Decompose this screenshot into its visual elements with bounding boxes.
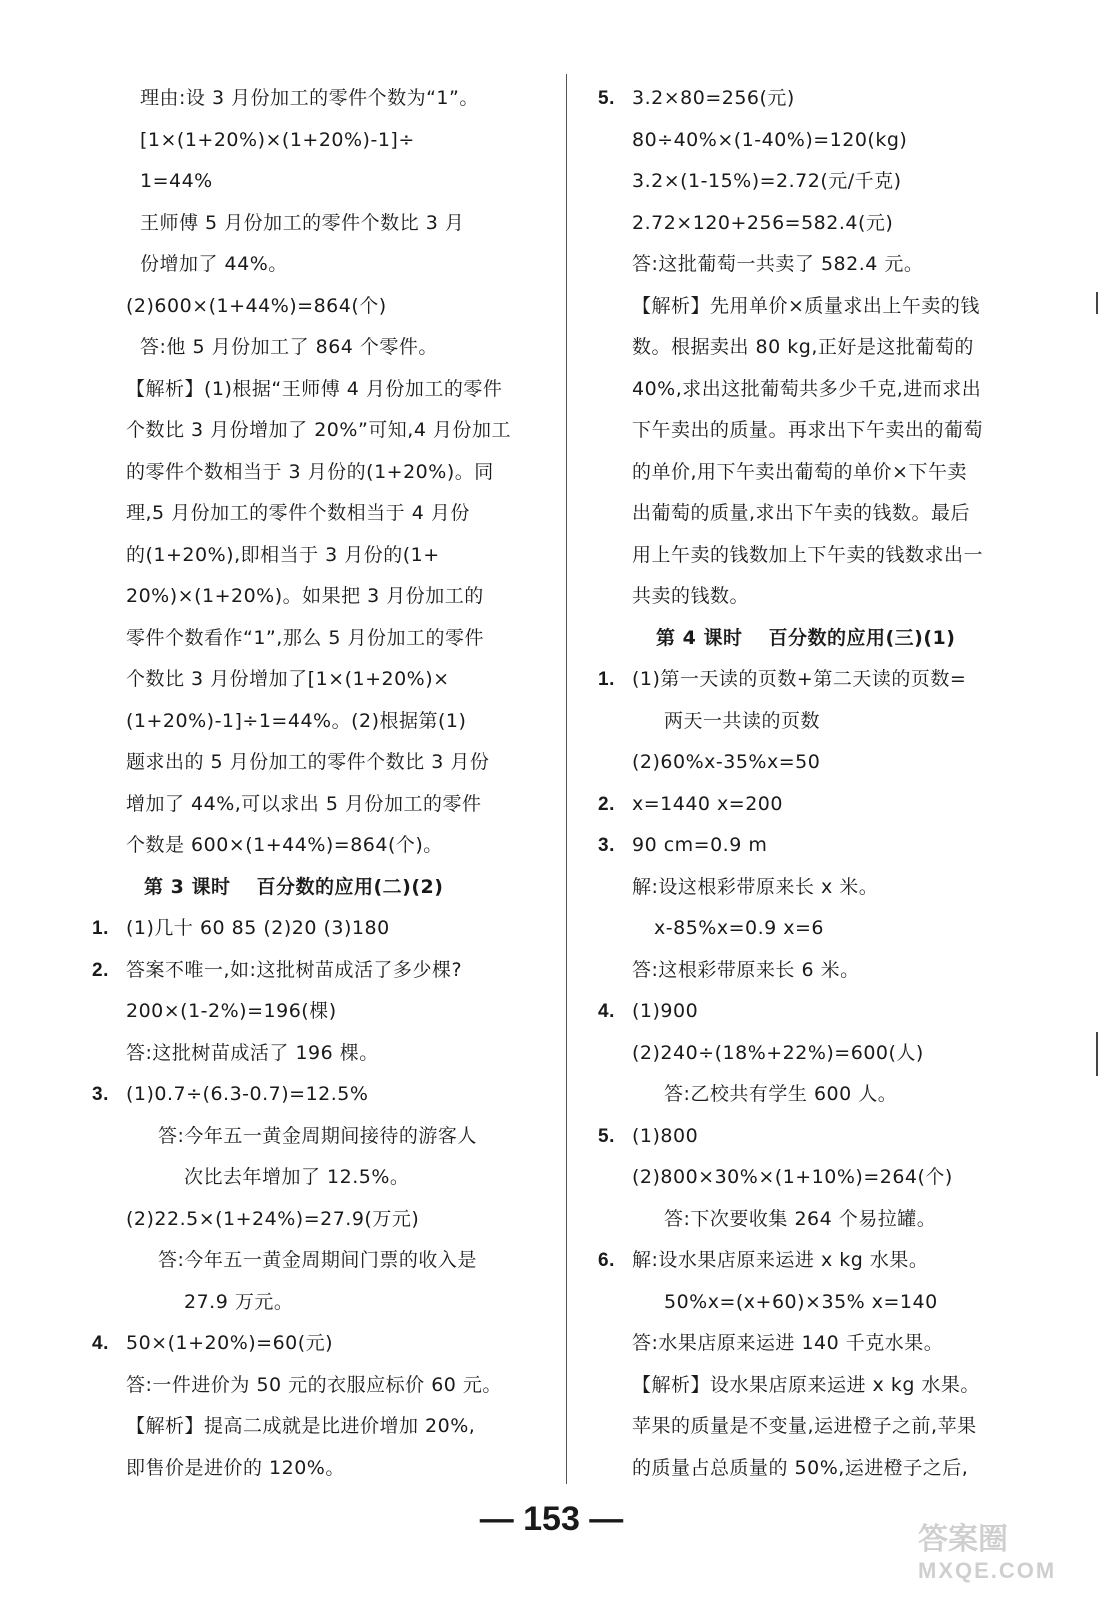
text-line — [92, 1116, 532, 1158]
line-text: 个数比 3 月份增加了[1×(1+20%)× — [126, 668, 450, 690]
line-text: 答:他 5 月份加工了 864 个零件。 — [140, 336, 438, 358]
text-line — [598, 742, 1043, 784]
text-line — [92, 618, 532, 660]
text-line — [92, 1323, 532, 1365]
line-text: 理由:设 3 月份加工的零件个数为“1”。 — [140, 87, 479, 109]
question-number: 1. — [92, 918, 109, 939]
line-text: 的(1+20%),即相当于 3 月份的(1+ — [126, 543, 440, 566]
text-line — [598, 535, 1043, 577]
line-text: x-85%x=0.9 x=6 — [654, 917, 825, 939]
line-text: 出葡萄的质量,求出下午卖的钱数。最后 — [632, 502, 971, 524]
text-line — [598, 1365, 1043, 1407]
question-number: 4. — [598, 1001, 615, 1022]
text-line — [598, 286, 1043, 328]
text-line — [92, 369, 532, 411]
column-divider — [566, 74, 567, 1484]
line-text: 40%,求出这批葡萄共多少千克,进而求出 — [632, 377, 982, 400]
line-text: 的质量占总质量的 50%,运进橙子之后, — [632, 1456, 969, 1479]
line-text: 答:下次要收集 264 个易拉罐。 — [664, 1207, 937, 1230]
text-line — [598, 161, 1043, 203]
text-line — [598, 1323, 1043, 1365]
text-line — [598, 1448, 1043, 1490]
line-text: (1)800 — [632, 1124, 699, 1147]
watermark — [918, 1514, 1083, 1594]
text-line — [92, 327, 532, 369]
line-text: 答:水果店原来运进 140 千克水果。 — [632, 1332, 944, 1354]
line-text: (2)600×(1+44%)=864(个) — [126, 294, 387, 317]
text-line — [598, 1033, 1043, 1075]
line-text: 【解析】设水果店原来运进 x kg 水果。 — [632, 1373, 980, 1396]
page-number: — 153 — — [479, 1500, 624, 1538]
line-text: (1)0.7÷(6.3-0.7)=12.5% — [126, 1083, 369, 1105]
text-line — [598, 203, 1043, 245]
text-line — [92, 535, 532, 577]
text-line — [598, 327, 1043, 369]
line-text: 答:这批树苗成活了 196 棵。 — [126, 1041, 379, 1064]
text-line — [92, 286, 532, 328]
line-text: 的单价,用下午卖出葡萄的单价×下午卖 — [632, 460, 967, 483]
line-text: 的零件个数相当于 3 月份的(1+20%)。同 — [126, 460, 494, 483]
line-text: 50%x=(x+60)×35% x=140 — [664, 1290, 938, 1313]
line-text: 3.2×(1-15%)=2.72(元/千克) — [632, 170, 902, 192]
line-text: (2)22.5×(1+24%)=27.9(万元) — [126, 1207, 420, 1230]
right-column — [598, 78, 1043, 1489]
text-line — [598, 867, 1043, 909]
text-line — [92, 825, 532, 867]
lesson-label: 第 4 课时 — [656, 626, 743, 649]
text-line — [598, 1074, 1043, 1116]
line-text: 个数是 600×(1+44%)=864(个)。 — [126, 834, 443, 856]
text-line — [92, 410, 532, 452]
line-text: 份增加了 44%。 — [140, 253, 288, 275]
text-line — [92, 452, 532, 494]
question-number: 2. — [598, 793, 615, 815]
edge-mark-bottom — [1096, 1032, 1098, 1076]
text-line — [598, 825, 1043, 867]
line-text: (1)第一天读的页数+第二天读的页数= — [632, 668, 967, 690]
line-text: 【解析】提高二成就是比进价增加 20%, — [126, 1415, 476, 1437]
line-text: 【解析】(1)根据“王师傅 4 月份加工的零件 — [126, 377, 503, 400]
line-text: 答:这根彩带原来长 6 米。 — [632, 958, 860, 981]
line-text: 零件个数看作“1”,那么 5 月份加工的零件 — [126, 626, 484, 649]
line-text: 答:乙校共有学生 600 人。 — [664, 1083, 898, 1105]
text-line — [598, 1406, 1043, 1448]
text-line — [92, 161, 532, 203]
text-line — [598, 1157, 1043, 1199]
line-text: 共卖的钱数。 — [632, 585, 750, 607]
line-text: 数。根据卖出 80 kg,正好是这批葡萄的 — [632, 336, 974, 358]
text-line — [598, 576, 1043, 618]
text-line — [92, 950, 532, 992]
text-line — [92, 1240, 532, 1282]
line-text: 答:今年五一黄金周期间接待的游客人 — [158, 1124, 477, 1147]
line-text: 答案不唯一,如:这批树苗成活了多少棵? — [126, 958, 463, 981]
line-text: 两天一共读的页数 — [664, 709, 821, 732]
text-line — [92, 1406, 532, 1448]
line-text: (2)60%x-35%x=50 — [632, 751, 821, 773]
text-line — [92, 78, 532, 120]
line-text: (1)900 — [632, 1000, 699, 1022]
text-line — [92, 576, 532, 618]
question-number: 4. — [92, 1333, 109, 1354]
text-line — [598, 78, 1043, 120]
text-line — [92, 908, 532, 950]
text-line — [92, 1074, 532, 1116]
question-number: 5. — [598, 88, 615, 109]
text-line — [92, 701, 532, 743]
text-line — [92, 1448, 532, 1490]
text-line — [598, 908, 1043, 950]
text-line — [92, 1033, 532, 1075]
text-line — [598, 701, 1043, 743]
edge-mark-top — [1096, 292, 1098, 314]
text-line — [598, 950, 1043, 992]
text-line — [598, 1199, 1043, 1241]
text-line — [598, 120, 1043, 162]
question-number: 3. — [92, 1084, 109, 1105]
line-text: 3.2×80=256(元) — [632, 87, 795, 109]
line-text: 20%)×(1+20%)。如果把 3 月份加工的 — [126, 585, 484, 607]
line-text: 即售价是进价的 120%。 — [126, 1456, 345, 1479]
text-line — [92, 784, 532, 826]
text-line — [92, 493, 532, 535]
text-line — [92, 1157, 532, 1199]
section-heading — [598, 618, 1043, 660]
text-line — [598, 1240, 1043, 1282]
text-line — [598, 1282, 1043, 1324]
line-text: [1×(1+20%)×(1+20%)-1]÷ — [140, 128, 415, 151]
text-line — [92, 742, 532, 784]
line-text: 王师傅 5 月份加工的零件个数比 3 月 — [140, 211, 465, 234]
line-text: 答:一件进价为 50 元的衣服应标价 60 元。 — [126, 1373, 502, 1396]
lesson-title: 百分数的应用(三)(1) — [768, 626, 956, 649]
line-text: (2)800×30%×(1+10%)=264(个) — [632, 1166, 953, 1188]
text-line — [92, 1365, 532, 1407]
text-line — [598, 452, 1043, 494]
text-line — [92, 120, 532, 162]
question-number: 5. — [598, 1125, 615, 1147]
line-text: (1)几十 60 85 (2)20 (3)180 — [126, 917, 390, 939]
line-text: x=1440 x=200 — [632, 792, 783, 815]
line-text: 答:这批葡萄一共卖了 582.4 元。 — [632, 253, 924, 275]
left-column — [92, 78, 532, 1489]
line-text: 【解析】先用单价×质量求出上午卖的钱 — [632, 294, 980, 317]
text-line — [92, 659, 532, 701]
text-line — [598, 244, 1043, 286]
text-line — [598, 1116, 1043, 1158]
line-text: 次比去年增加了 12.5%。 — [184, 1166, 410, 1188]
section-heading — [92, 867, 532, 909]
text-line — [598, 659, 1043, 701]
line-text: 用上午卖的钱数加上下午卖的钱数求出一 — [632, 543, 984, 566]
line-text: 理,5 月份加工的零件个数相当于 4 月份 — [126, 502, 470, 524]
line-text: 27.9 万元。 — [184, 1290, 294, 1313]
line-text: 50×(1+20%)=60(元) — [126, 1332, 334, 1354]
text-line — [598, 410, 1043, 452]
lesson-label: 第 3 课时 — [144, 875, 231, 898]
line-text: 个数比 3 月份增加了 20%”可知,4 月份加工 — [126, 419, 511, 441]
watermark-logo-text: 答案圈 — [918, 1522, 1008, 1557]
line-text: 200×(1-2%)=196(棵) — [126, 1000, 337, 1022]
text-line — [92, 1199, 532, 1241]
line-text: (2)240÷(18%+22%)=600(人) — [632, 1041, 924, 1064]
line-text: (1+20%)-1]÷1=44%。(2)根据第(1) — [126, 709, 467, 732]
text-line — [92, 991, 532, 1033]
watermark-url: MXQE.COM — [918, 1558, 1057, 1583]
question-number: 1. — [598, 669, 615, 690]
line-text: 80÷40%×(1-40%)=120(kg) — [632, 128, 908, 151]
line-text: 1=44% — [140, 170, 213, 192]
line-text: 答:今年五一黄金周期间门票的收入是 — [158, 1249, 477, 1271]
text-line — [92, 244, 532, 286]
text-line — [92, 1282, 532, 1324]
question-number: 6. — [598, 1250, 615, 1271]
text-line — [92, 203, 532, 245]
line-text: 解:设这根彩带原来长 x 米。 — [632, 875, 879, 898]
question-number: 3. — [598, 835, 615, 856]
line-text: 下午卖出的质量。再求出下午卖出的葡萄 — [632, 419, 984, 441]
line-text: 题求出的 5 月份加工的零件个数比 3 月份 — [126, 751, 490, 773]
line-text: 90 cm=0.9 m — [632, 834, 768, 856]
line-text: 增加了 44%,可以求出 5 月份加工的零件 — [126, 792, 482, 815]
text-line — [598, 493, 1043, 535]
line-text: 2.72×120+256=582.4(元) — [632, 211, 894, 234]
text-line — [598, 784, 1043, 826]
line-text: 苹果的质量是不变量,运进橙子之前,苹果 — [632, 1415, 977, 1437]
question-number: 2. — [92, 959, 109, 981]
text-line — [598, 369, 1043, 411]
text-line — [598, 991, 1043, 1033]
line-text: 解:设水果店原来运进 x kg 水果。 — [632, 1249, 929, 1271]
lesson-title: 百分数的应用(二)(2) — [256, 875, 444, 898]
